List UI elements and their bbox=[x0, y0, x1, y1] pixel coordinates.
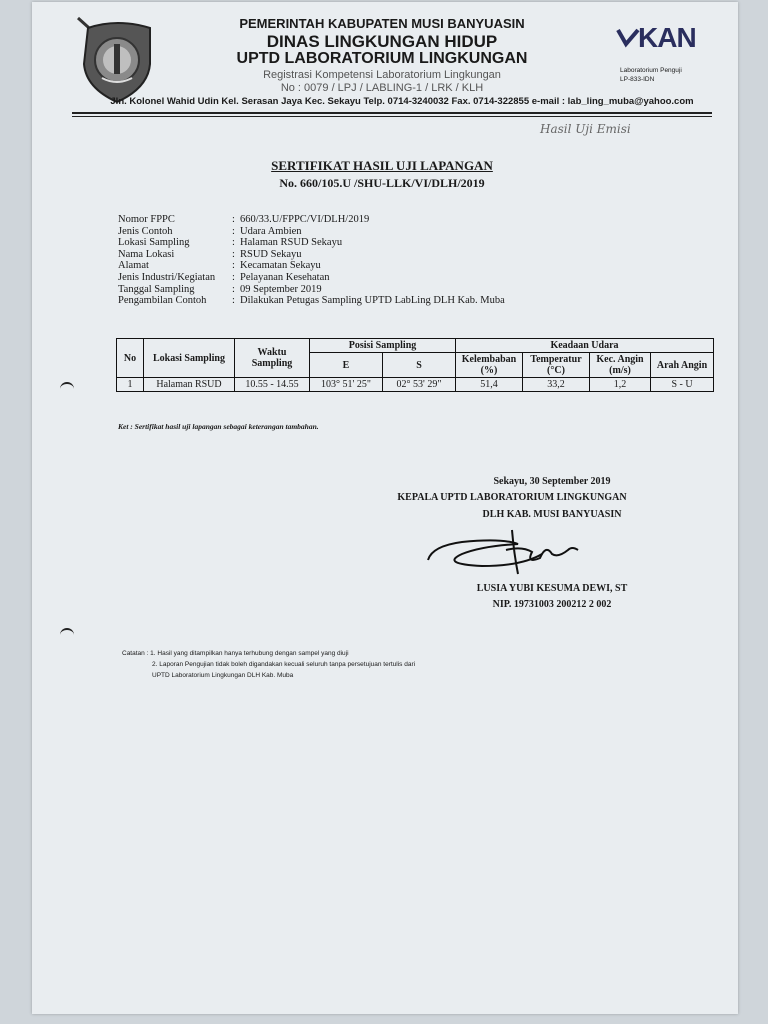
col-header-temperatur: Temperatur (°C) bbox=[523, 353, 590, 378]
certificate-number: No. 660/105.U /SHU-LLK/VI/DLH/2019 bbox=[279, 176, 485, 190]
handwritten-note: Hasil Uji Emisi bbox=[540, 122, 631, 136]
cell-temperatur: 33,2 bbox=[523, 378, 590, 392]
col-header-keadaan: Keadaan Udara bbox=[456, 339, 714, 353]
note-line: Catatan : 1. Hasil yang ditampilkan hanya terhubung dengan sampel yang diuji bbox=[122, 650, 349, 657]
col-header-lokasi: Lokasi Sampling bbox=[144, 339, 235, 378]
field-label: Tanggal Sampling bbox=[118, 283, 195, 295]
header-divider-thin bbox=[72, 116, 712, 117]
table-footnote: Ket : Sertifikat hasil uji lapangan sebagai keterangan tambahan. bbox=[118, 422, 319, 431]
col-header-posisi: Posisi Sampling bbox=[310, 339, 456, 353]
col-header-no: No bbox=[117, 339, 144, 378]
note-line: 2. Laporan Pengujian tidak boleh digandakan kecuali seluruh tanpa persetujuan tertulis dari bbox=[152, 661, 416, 668]
certificate-fields bbox=[118, 214, 505, 307]
field-row: Jenis Industri/Kegiatan : Pelayanan Kesehatan bbox=[118, 271, 330, 283]
kan-logo: KAN bbox=[638, 22, 696, 53]
cell-waktu: 10.55 - 14.55 bbox=[235, 378, 310, 392]
header-government: PEMERINTAH KABUPATEN MUSI BANYUASIN bbox=[239, 16, 525, 31]
certificate-title: SERTIFIKAT HASIL UJI LAPANGAN bbox=[271, 158, 493, 173]
cell-no: 1 bbox=[117, 378, 144, 392]
signature-organization: DLH KAB. MUSI BANYUASIN bbox=[482, 509, 622, 520]
handwritten-signature bbox=[422, 524, 602, 580]
col-header-waktu: Waktu Sampling bbox=[235, 339, 310, 378]
field-row: Jenis Contoh : Udara Ambien bbox=[118, 225, 302, 237]
header-unit: UPTD LABORATORIUM LINGKUNGAN bbox=[236, 50, 528, 67]
field-row: Lokasi Sampling : Halaman RSUD Sekayu bbox=[118, 237, 343, 249]
col-header-kec-angin: Kec. Angin (m/s) bbox=[590, 353, 651, 378]
punch-hole-mark bbox=[60, 628, 74, 639]
field-row: Pengambilan Contoh : Dilakukan Petugas Sampling UPTD LabLing DLH Kab. Muba bbox=[118, 295, 505, 307]
signatory-nip: NIP. 19731003 200212 2 002 bbox=[492, 599, 612, 610]
field-row: Tanggal Sampling : 09 September 2019 bbox=[118, 283, 322, 295]
signature-position: KEPALA UPTD LABORATORIUM LINGKUNGAN bbox=[397, 492, 627, 503]
field-label: Jenis Industri/Kegiatan bbox=[118, 271, 216, 283]
header-department: DINAS LINGKUNGAN HIDUP bbox=[266, 32, 498, 51]
field-value: Udara Ambien bbox=[240, 225, 302, 237]
cell-kelembaban: 51,4 bbox=[456, 378, 523, 392]
col-header-e: E bbox=[310, 353, 383, 378]
field-value: Halaman RSUD Sekayu bbox=[240, 237, 343, 249]
field-label: Nomor FPPC bbox=[118, 214, 175, 225]
punch-hole-mark bbox=[60, 382, 74, 393]
field-value: 660/33.U/FPPC/VI/DLH/2019 bbox=[240, 214, 370, 225]
header-address: Jln. Kolonel Wahid Udin Kel. Serasan Jaya Kec. Sekayu Telp. 0714-3240032 Fax. 0714-322855 e-mail : lab_ling_muba@yahoo.com bbox=[110, 96, 694, 107]
col-header-s: S bbox=[383, 353, 456, 378]
cell-arah-angin: S - U bbox=[651, 378, 714, 392]
field-label: Lokasi Sampling bbox=[118, 237, 190, 249]
field-label: Nama Lokasi bbox=[118, 248, 175, 260]
signatory-name: LUSIA YUBI KESUMA DEWI, ST bbox=[476, 583, 628, 594]
table-header-row bbox=[117, 339, 714, 353]
field-label: Jenis Contoh bbox=[118, 225, 173, 237]
field-label: Pengambilan Contoh bbox=[118, 295, 207, 307]
kan-caption bbox=[620, 66, 710, 84]
table-row bbox=[117, 378, 714, 392]
notes-section bbox=[122, 648, 415, 681]
field-value: 09 September 2019 bbox=[240, 283, 322, 295]
field-value: Kecamatan Sekayu bbox=[240, 260, 321, 272]
kan-caption-line1: Laboratorium Penguji bbox=[620, 67, 682, 74]
field-value: RSUD Sekayu bbox=[240, 248, 302, 260]
header-registration-number: No : 0079 / LPJ / LABLING-1 / LRK / KLH bbox=[280, 82, 484, 94]
field-value: Dilakukan Petugas Sampling UPTD LabLing DLH Kab. Muba bbox=[240, 295, 505, 307]
field-row: Alamat : Kecamatan Sekayu bbox=[118, 260, 321, 272]
field-value: Pelayanan Kesehatan bbox=[240, 271, 330, 283]
field-row: Nomor FPPC : 660/33.U/FPPC/VI/DLH/2019 bbox=[118, 214, 370, 225]
cell-e: 103° 51' 25" bbox=[310, 378, 383, 392]
field-label: Alamat bbox=[118, 260, 149, 272]
cell-lokasi: Halaman RSUD bbox=[144, 378, 235, 392]
cell-kec-angin: 1,2 bbox=[590, 378, 651, 392]
kan-caption-line2: LP-833-IDN bbox=[620, 76, 655, 83]
document-page bbox=[32, 2, 738, 1014]
results-table bbox=[116, 338, 714, 392]
col-header-kelembaban: Kelembaban (%) bbox=[456, 353, 523, 378]
note-line: UPTD Laboratorium Lingkungan DLH Kab. Muba bbox=[152, 672, 294, 679]
field-row: Nama Lokasi : RSUD Sekayu bbox=[118, 248, 302, 260]
cell-s: 02° 53' 29" bbox=[383, 378, 456, 392]
signature-place-date: Sekayu, 30 September 2019 bbox=[493, 476, 611, 487]
kan-check-icon bbox=[616, 28, 640, 48]
header-divider bbox=[72, 112, 712, 114]
header-registration: Registrasi Kompetensi Laboratorium Lingkungan bbox=[263, 69, 501, 81]
regency-crest-logo bbox=[74, 14, 160, 106]
col-header-arah-angin: Arah Angin bbox=[651, 353, 714, 378]
